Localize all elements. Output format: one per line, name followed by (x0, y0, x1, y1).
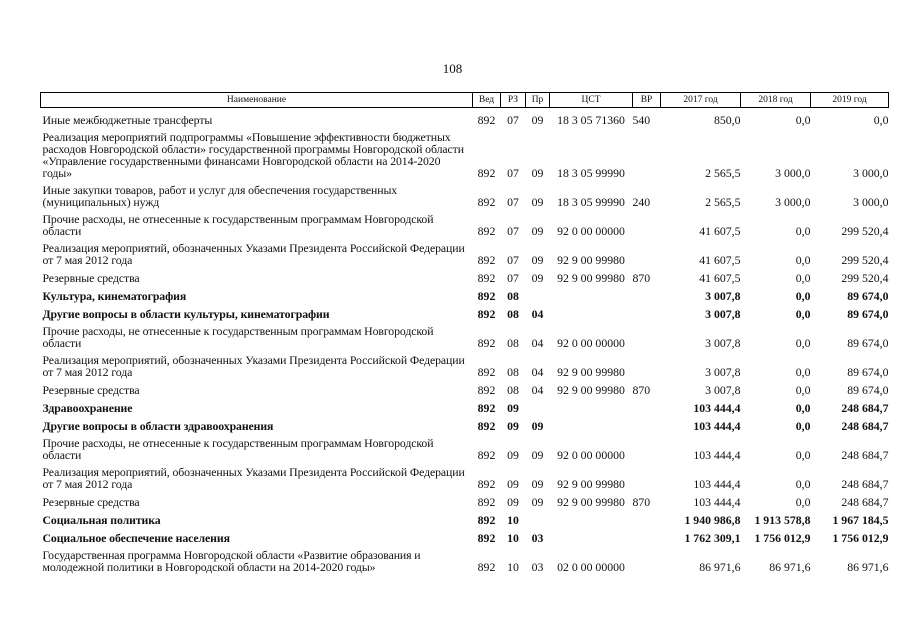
row-cst (550, 508, 633, 526)
row-vr (633, 414, 661, 432)
row-ved: 892 (477, 113, 496, 127)
table-row (41, 461, 889, 490)
row-ved: 892 (477, 365, 496, 379)
header-rz: РЗ (501, 93, 526, 108)
table-row (41, 284, 889, 302)
row-vr (633, 208, 661, 237)
row-rz: 09 (507, 448, 519, 462)
page-number: 108 (442, 61, 463, 76)
header-cst: ЦСТ (550, 93, 633, 108)
row-2018: 0,0 (795, 289, 811, 303)
row-2017: 41 607,5 (699, 271, 741, 285)
row-2017: 3 007,8 (705, 336, 741, 350)
row-ved: 892 (477, 271, 496, 285)
row-2019: 248 684,7 (841, 448, 889, 462)
row-2019: 89 674,0 (847, 336, 889, 350)
row-ved: 892 (477, 560, 496, 574)
row-2019: 0,0 (873, 113, 889, 127)
table-row (41, 108, 889, 127)
row-ved: 892 (477, 513, 496, 527)
row-vr (633, 237, 661, 266)
row-name: Здравоохранение (42, 401, 133, 415)
row-name: Резервные средства (42, 495, 140, 509)
table-row (41, 320, 889, 349)
row-2018: 0,0 (795, 365, 811, 379)
row-2017: 2 565,5 (705, 166, 741, 180)
row-name: Другие вопросы в области здравоохранения (42, 419, 274, 433)
row-pr (526, 284, 550, 302)
row-vr (633, 544, 661, 573)
row-vr (633, 320, 661, 349)
table-row (41, 508, 889, 526)
row-cst: 18 3 05 99990 (557, 166, 625, 180)
row-ved: 892 (477, 401, 496, 415)
row-cst: 92 9 00 99980 (557, 383, 625, 397)
row-rz: 07 (507, 271, 519, 285)
row-2019: 299 520,4 (841, 253, 889, 267)
row-name: Социальная политика (42, 513, 161, 527)
row-2018: 0,0 (795, 113, 811, 127)
row-2018: 86 971,6 (769, 560, 811, 574)
row-name: Иные закупки товаров, работ и услуг для обеспечения государственных (муниципальных) нужд (42, 183, 398, 209)
row-pr (526, 508, 550, 526)
row-cst (550, 526, 633, 544)
table-row (41, 490, 889, 508)
row-2017: 3 007,8 (705, 365, 741, 379)
row-name: Реализация мероприятий, обозначенных Указами Президента Российской Федерации от 7 мая 2012 года (42, 465, 465, 491)
row-2017: 1 762 309,1 (684, 531, 741, 545)
row-name: Прочие расходы, не отнесенные к государственным программам Новгородской области (42, 324, 434, 350)
header-2019: 2019 год (811, 93, 889, 108)
row-2019: 3 000,0 (853, 166, 889, 180)
row-2018: 0,0 (795, 336, 811, 350)
row-pr: 09 (531, 271, 544, 285)
row-2017: 103 444,4 (693, 401, 741, 415)
table-row (41, 208, 889, 237)
row-ved: 892 (477, 531, 496, 545)
row-cst: 92 9 00 99980 (557, 477, 625, 491)
row-ved: 892 (477, 289, 496, 303)
row-2018: 0,0 (795, 383, 811, 397)
row-pr: 09 (531, 253, 544, 267)
row-2017: 3 007,8 (705, 383, 741, 397)
row-2017: 103 444,4 (693, 419, 741, 433)
row-cst (550, 284, 633, 302)
row-ved: 892 (477, 224, 496, 238)
table-row (41, 378, 889, 396)
row-rz: 10 (507, 560, 519, 574)
row-2017: 103 444,4 (693, 477, 741, 491)
row-ved: 892 (477, 253, 496, 267)
row-2017: 3 007,8 (705, 289, 741, 303)
row-name: Резервные средства (42, 271, 140, 285)
row-pr: 09 (531, 495, 544, 509)
row-rz: 09 (507, 477, 519, 491)
row-rz: 07 (507, 166, 519, 180)
row-cst: 92 9 00 99980 (557, 365, 625, 379)
row-2017: 103 444,4 (693, 448, 741, 462)
row-vr (633, 432, 661, 461)
row-2017: 850,0 (713, 113, 741, 127)
row-2017: 41 607,5 (699, 253, 741, 267)
row-2019: 248 684,7 (841, 401, 889, 415)
row-2019: 89 674,0 (847, 383, 889, 397)
table-row (41, 302, 889, 320)
table-row (41, 414, 889, 432)
row-cst: 92 0 00 00000 (557, 448, 625, 462)
row-ved: 892 (477, 419, 496, 433)
row-pr: 09 (531, 166, 544, 180)
row-cst (550, 414, 633, 432)
row-vr: 870 (632, 271, 651, 285)
row-vr (633, 461, 661, 490)
row-2017: 1 940 986,8 (684, 513, 741, 527)
row-rz: 09 (507, 419, 519, 433)
header-name: Наименование (41, 93, 473, 108)
row-rz: 08 (507, 383, 519, 397)
row-cst (550, 302, 633, 320)
row-rz: 08 (507, 365, 519, 379)
row-vr (633, 349, 661, 378)
row-pr: 04 (531, 365, 544, 379)
header-pr: Пр (526, 93, 550, 108)
table-row (41, 266, 889, 284)
row-cst: 18 3 05 99990 (557, 195, 625, 209)
row-2018: 3 000,0 (775, 166, 811, 180)
row-2017: 41 607,5 (699, 224, 741, 238)
row-rz: 08 (507, 307, 519, 321)
header-2017: 2017 год (661, 93, 741, 108)
row-2018: 0,0 (795, 253, 811, 267)
table-row (41, 179, 889, 208)
row-vr (633, 526, 661, 544)
row-rz: 07 (507, 195, 519, 209)
table-row (41, 544, 889, 573)
row-pr: 09 (531, 477, 544, 491)
row-2018: 0,0 (795, 224, 811, 238)
row-rz: 07 (507, 113, 519, 127)
row-2017: 3 007,8 (705, 307, 741, 321)
row-pr: 09 (531, 419, 544, 433)
row-name: Иные межбюджетные трансферты (42, 113, 213, 127)
row-2018: 1 913 578,8 (754, 513, 811, 527)
row-2019: 248 684,7 (841, 419, 889, 433)
row-2019: 89 674,0 (847, 365, 889, 379)
row-cst: 92 0 00 00000 (557, 336, 625, 350)
row-vr (633, 126, 661, 179)
row-2017: 2 565,5 (705, 195, 741, 209)
row-ved: 892 (477, 166, 496, 180)
table-row (41, 526, 889, 544)
row-pr: 09 (531, 195, 544, 209)
row-2018: 0,0 (795, 419, 811, 433)
row-ved: 892 (477, 307, 496, 321)
table-row (41, 126, 889, 179)
table-header-row (41, 93, 889, 108)
row-vr (633, 284, 661, 302)
row-2018: 0,0 (795, 401, 811, 415)
row-ved: 892 (477, 477, 496, 491)
row-rz: 10 (507, 531, 519, 545)
row-name: Резервные средства (42, 383, 140, 397)
row-rz: 07 (507, 224, 519, 238)
row-pr: 04 (531, 336, 544, 350)
row-2018: 0,0 (795, 495, 811, 509)
row-vr: 870 (632, 495, 651, 509)
row-cst: 92 9 00 99980 (557, 271, 625, 285)
row-ved: 892 (477, 195, 496, 209)
row-name: Реализация мероприятий, обозначенных Указами Президента Российской Федерации от 7 мая 2012 года (42, 353, 465, 379)
header-vr: ВР (633, 93, 661, 108)
row-2019: 248 684,7 (841, 495, 889, 509)
row-vr: 870 (632, 383, 651, 397)
header-ved: Вед (473, 93, 501, 108)
row-rz: 07 (507, 253, 519, 267)
row-vr (633, 302, 661, 320)
row-vr: 240 (632, 195, 651, 209)
row-pr: 04 (531, 307, 544, 321)
row-2019: 248 684,7 (841, 477, 889, 491)
row-name: Реализация мероприятий подпрограммы «Повышение эффективности бюджетных расходов Новгородской области» государственной программы Новгородской области «Управление государственными финансами Новгородской области на 2014-2020 годы» (42, 130, 464, 180)
row-2018: 1 756 012,9 (754, 531, 811, 545)
row-rz: 08 (507, 336, 519, 350)
row-pr: 03 (531, 560, 544, 574)
row-2019: 89 674,0 (847, 307, 889, 321)
row-2017: 86 971,6 (699, 560, 741, 574)
row-2019: 299 520,4 (841, 224, 889, 238)
row-pr: 09 (531, 224, 544, 238)
row-rz: 09 (507, 495, 519, 509)
row-2018: 0,0 (795, 271, 811, 285)
row-2017: 103 444,4 (693, 495, 741, 509)
row-2018: 0,0 (795, 448, 811, 462)
row-2019: 3 000,0 (853, 195, 889, 209)
row-ved: 892 (477, 383, 496, 397)
row-rz: 09 (507, 401, 519, 415)
row-rz: 10 (507, 513, 519, 527)
row-pr: 09 (531, 448, 544, 462)
row-cst: 92 0 00 00000 (557, 224, 625, 238)
row-pr: 09 (531, 113, 544, 127)
row-name: Прочие расходы, не отнесенные к государственным программам Новгородской области (42, 212, 434, 238)
row-2019: 299 520,4 (841, 271, 889, 285)
row-name: Другие вопросы в области культуры, кинематографии (42, 307, 330, 321)
row-rz: 08 (507, 289, 519, 303)
row-2018: 0,0 (795, 477, 811, 491)
row-name: Прочие расходы, не отнесенные к государственным программам Новгородской области (42, 436, 434, 462)
row-name: Государственная программа Новгородской области «Развитие образования и молодежной политики в Новгородской области на 2014-2020 годы» (42, 548, 421, 574)
row-cst: 02 0 00 00000 (557, 560, 625, 574)
row-cst: 92 9 00 99980 (557, 253, 625, 267)
row-cst: 18 3 05 71360 (557, 113, 625, 127)
row-2018: 3 000,0 (775, 195, 811, 209)
row-2019: 1 756 012,9 (832, 531, 889, 545)
row-ved: 892 (477, 336, 496, 350)
row-vr: 540 (632, 113, 651, 127)
table-row (41, 396, 889, 414)
row-name: Социальное обеспечение населения (42, 531, 230, 545)
row-pr: 03 (531, 531, 544, 545)
row-vr (633, 508, 661, 526)
row-name: Реализация мероприятий, обозначенных Указами Президента Российской Федерации от 7 мая 2012 года (42, 241, 465, 267)
row-name: Культура, кинематография (42, 289, 187, 303)
row-cst (550, 396, 633, 414)
row-ved: 892 (477, 495, 496, 509)
row-cst: 92 9 00 99980 (557, 495, 625, 509)
row-pr: 04 (531, 383, 544, 397)
row-2019: 89 674,0 (847, 289, 889, 303)
row-pr (526, 396, 550, 414)
header-2018: 2018 год (741, 93, 811, 108)
budget-table (40, 92, 889, 573)
row-2019: 1 967 184,5 (832, 513, 889, 527)
row-ved: 892 (477, 448, 496, 462)
table-row (41, 349, 889, 378)
row-2019: 86 971,6 (847, 560, 889, 574)
row-2018: 0,0 (795, 307, 811, 321)
table-row (41, 432, 889, 461)
row-vr (633, 396, 661, 414)
table-row (41, 237, 889, 266)
